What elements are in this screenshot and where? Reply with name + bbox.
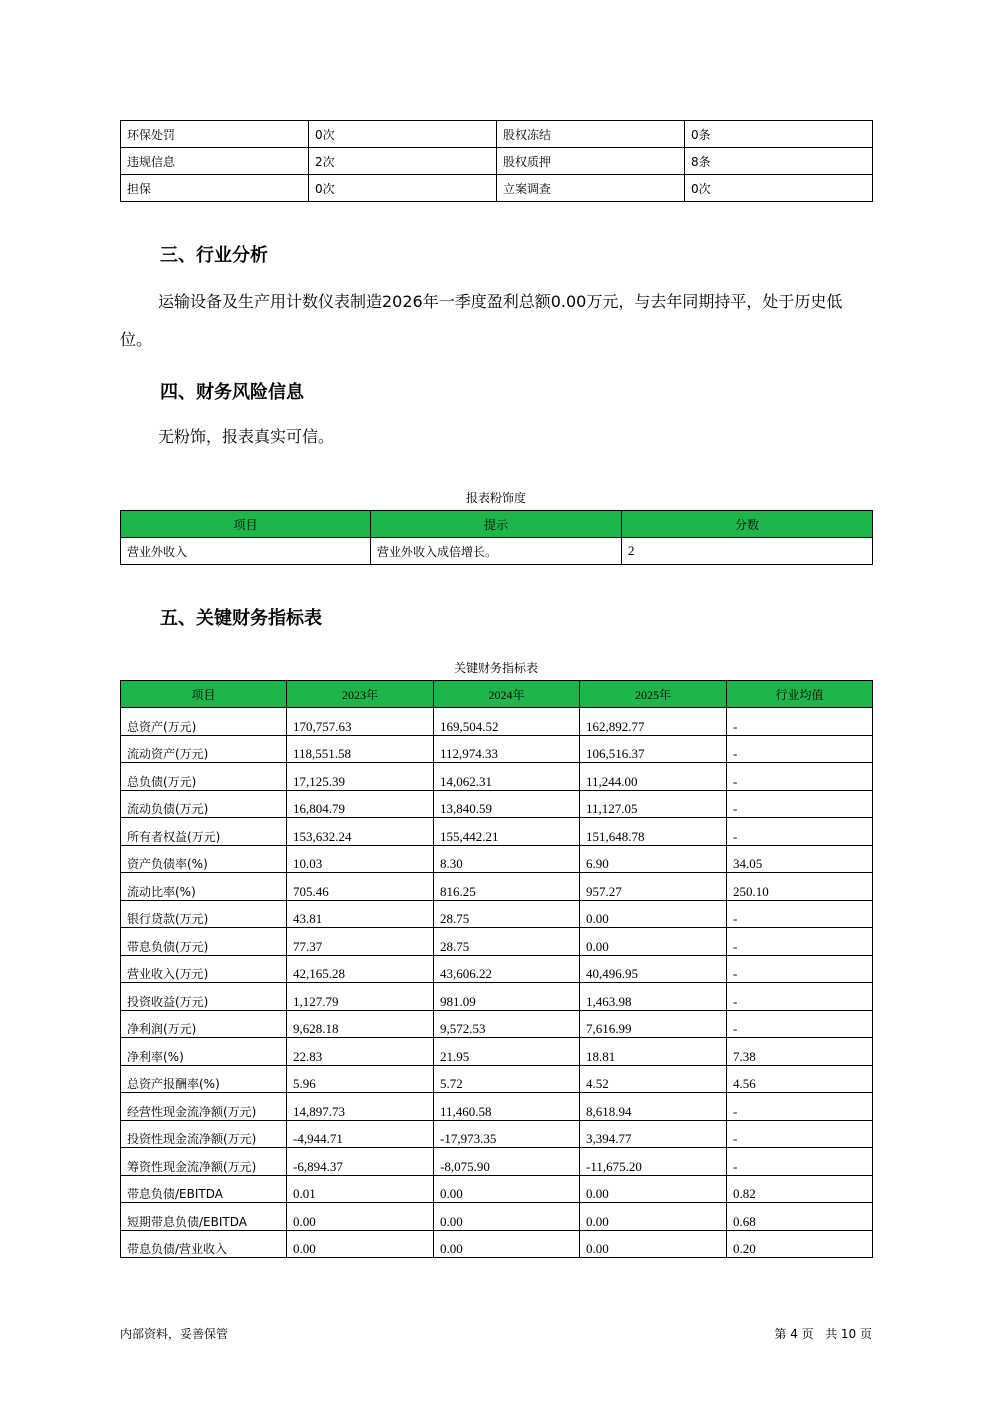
table-cell: 155,442.21 — [434, 818, 580, 846]
table-cell: 5.96 — [287, 1065, 434, 1093]
table-cell: 带息负债/营业收入 — [121, 1230, 287, 1258]
table-cell: 14,062.31 — [434, 763, 580, 791]
table-cell: - — [727, 818, 873, 846]
table-row — [121, 1230, 873, 1258]
table-cell: 8条 — [685, 148, 873, 175]
table-row — [121, 1065, 873, 1093]
table-cell: 6.90 — [580, 845, 727, 873]
table-cell: 151,648.78 — [580, 818, 727, 846]
table-row — [121, 1120, 873, 1148]
table-cell: 34.05 — [727, 845, 873, 873]
table-cell: 营业收入(万元) — [121, 955, 287, 983]
table-cell: 118,551.58 — [287, 735, 434, 763]
table-cell: 净利率(%) — [121, 1038, 287, 1066]
table-cell: -4,944.71 — [287, 1120, 434, 1148]
table-cell: 短期带息负债/EBITDA — [121, 1203, 287, 1231]
column-header: 行业均值 — [727, 681, 873, 708]
table-cell: 705.46 — [287, 873, 434, 901]
section-4-title: 四、财务风险信息 — [160, 382, 304, 403]
table-cell: - — [727, 708, 873, 736]
column-header: 项目 — [121, 681, 287, 708]
section-5-title: 五、关键财务指标表 — [160, 608, 322, 629]
table-cell: 流动比率(%) — [121, 873, 287, 901]
table-cell: 0.00 — [434, 1203, 580, 1231]
fin-table-body — [121, 708, 873, 1258]
table-cell: 0.00 — [580, 1175, 727, 1203]
table-cell: 0次 — [685, 175, 873, 202]
column-header: 分数 — [622, 511, 873, 538]
table-row — [121, 148, 873, 175]
table-cell: 28.75 — [434, 900, 580, 928]
table-cell: 1,463.98 — [580, 983, 727, 1011]
table-cell: - — [727, 790, 873, 818]
table-cell: 投资性现金流净额(万元) — [121, 1120, 287, 1148]
table-cell: - — [727, 900, 873, 928]
table-cell: 43.81 — [287, 900, 434, 928]
table-cell: - — [727, 928, 873, 956]
table-cell: - — [727, 735, 873, 763]
table-cell: 带息负债/EBITDA — [121, 1175, 287, 1203]
table-row — [121, 708, 873, 736]
table-cell: 18.81 — [580, 1038, 727, 1066]
table-cell: 流动负债(万元) — [121, 790, 287, 818]
table-row — [121, 735, 873, 763]
column-header: 项目 — [121, 511, 371, 538]
table-cell: 0.82 — [727, 1175, 873, 1203]
table-cell: - — [727, 955, 873, 983]
table-cell: 营业外收入成倍增长。 — [371, 538, 622, 565]
table-cell: 0.20 — [727, 1230, 873, 1258]
table-cell: 153,632.24 — [287, 818, 434, 846]
dress-table-body — [121, 538, 873, 565]
table-cell: 14,897.73 — [287, 1093, 434, 1121]
table-cell: 11,127.05 — [580, 790, 727, 818]
footer-page-number: 第 4 页 共 10 页 — [774, 1327, 872, 1341]
column-header: 2023年 — [287, 681, 434, 708]
table-cell: 0.68 — [727, 1203, 873, 1231]
table-cell: 0条 — [685, 121, 873, 148]
table-cell: 77.37 — [287, 928, 434, 956]
risk-table-body — [121, 121, 873, 202]
table-cell: -11,675.20 — [580, 1148, 727, 1176]
table-row — [121, 121, 873, 148]
table-cell: 0.00 — [580, 928, 727, 956]
table-row — [121, 1148, 873, 1176]
table-row — [121, 790, 873, 818]
table-cell: 0.00 — [580, 1203, 727, 1231]
table-cell: - — [727, 763, 873, 791]
table-row — [121, 1203, 873, 1231]
table-cell: - — [727, 1120, 873, 1148]
table-cell: 21.95 — [434, 1038, 580, 1066]
table-cell: -8,075.90 — [434, 1148, 580, 1176]
table-cell: 总资产(万元) — [121, 708, 287, 736]
table-cell: 22.83 — [287, 1038, 434, 1066]
table-cell: 流动资产(万元) — [121, 735, 287, 763]
table-cell: 0.00 — [434, 1230, 580, 1258]
column-header: 2024年 — [434, 681, 580, 708]
table-cell: 7.38 — [727, 1038, 873, 1066]
table-cell: 106,516.37 — [580, 735, 727, 763]
table-cell: 带息负债(万元) — [121, 928, 287, 956]
table-cell: 0.00 — [287, 1203, 434, 1231]
table-cell: 资产负债率(%) — [121, 845, 287, 873]
section-4-text: 无粉饰，报表真实可信。 — [158, 427, 335, 446]
table-cell: 投资收益(万元) — [121, 983, 287, 1011]
table-cell: 0次 — [309, 121, 497, 148]
table-cell: 4.56 — [727, 1065, 873, 1093]
table-cell: 10.03 — [287, 845, 434, 873]
table-cell: 3,394.77 — [580, 1120, 727, 1148]
fin-table-header — [121, 681, 873, 708]
footer-left: 内部资料，妥善保管 — [120, 1327, 229, 1341]
table-row — [121, 873, 873, 901]
table-cell: 11,244.00 — [580, 763, 727, 791]
table-row — [121, 845, 873, 873]
table-row — [121, 175, 873, 202]
table-cell: 筹资性现金流净额(万元) — [121, 1148, 287, 1176]
section-3-title: 三、行业分析 — [160, 245, 268, 266]
table-cell: 经营性现金流净额(万元) — [121, 1093, 287, 1121]
table-cell: 总负债(万元) — [121, 763, 287, 791]
table-row — [121, 1093, 873, 1121]
table-row — [121, 1038, 873, 1066]
table-cell: 16,804.79 — [287, 790, 434, 818]
table-row — [121, 983, 873, 1011]
table-cell: 股权冻结 — [497, 121, 685, 148]
table-cell: 0.01 — [287, 1175, 434, 1203]
table-cell: 担保 — [121, 175, 309, 202]
dress-table — [120, 510, 873, 565]
table-cell: 环保处罚 — [121, 121, 309, 148]
table-row — [121, 763, 873, 791]
risk-info-table — [120, 120, 873, 202]
table-cell: 8,618.94 — [580, 1093, 727, 1121]
table-cell: 9,628.18 — [287, 1010, 434, 1038]
table-cell: - — [727, 983, 873, 1011]
table-cell: 40,496.95 — [580, 955, 727, 983]
table-cell: - — [727, 1010, 873, 1038]
table-cell: 13,840.59 — [434, 790, 580, 818]
table-cell: 净利润(万元) — [121, 1010, 287, 1038]
table-cell: 0.00 — [580, 1230, 727, 1258]
table-cell: 8.30 — [434, 845, 580, 873]
table-cell: 总资产报酬率(%) — [121, 1065, 287, 1093]
table-cell: 0.00 — [434, 1175, 580, 1203]
fin-table-caption: 关键财务指标表 — [453, 661, 538, 675]
table-cell: 所有者权益(万元) — [121, 818, 287, 846]
dress-table-header — [121, 511, 873, 538]
table-cell: - — [727, 1148, 873, 1176]
table-cell: 43,606.22 — [434, 955, 580, 983]
table-cell: 0.00 — [287, 1230, 434, 1258]
table-cell: 2次 — [309, 148, 497, 175]
column-header: 2025年 — [580, 681, 727, 708]
table-cell: 17,125.39 — [287, 763, 434, 791]
table-row — [121, 818, 873, 846]
table-cell: 162,892.77 — [580, 708, 727, 736]
table-row — [121, 538, 873, 565]
table-cell: 7,616.99 — [580, 1010, 727, 1038]
table-cell: 1,127.79 — [287, 983, 434, 1011]
table-row — [121, 928, 873, 956]
table-row — [121, 900, 873, 928]
table-cell: 169,504.52 — [434, 708, 580, 736]
table-cell: 4.52 — [580, 1065, 727, 1093]
table-cell: 2 — [622, 538, 873, 565]
table-cell: 957.27 — [580, 873, 727, 901]
table-cell: 816.25 — [434, 873, 580, 901]
table-cell: 营业外收入 — [121, 538, 371, 565]
table-row — [121, 1175, 873, 1203]
table-cell: 250.10 — [727, 873, 873, 901]
table-cell: 违规信息 — [121, 148, 309, 175]
table-cell: 11,460.58 — [434, 1093, 580, 1121]
table-row — [121, 955, 873, 983]
table-cell: 9,572.53 — [434, 1010, 580, 1038]
table-cell: 981.09 — [434, 983, 580, 1011]
table-cell: 42,165.28 — [287, 955, 434, 983]
table-cell: 0.00 — [580, 900, 727, 928]
table-cell: -6,894.37 — [287, 1148, 434, 1176]
table-cell: 28.75 — [434, 928, 580, 956]
table-cell: 112,974.33 — [434, 735, 580, 763]
table-cell: 股权质押 — [497, 148, 685, 175]
dress-table-caption: 报表粉饰度 — [465, 491, 526, 505]
table-cell: 5.72 — [434, 1065, 580, 1093]
column-header: 提示 — [371, 511, 622, 538]
table-cell: - — [727, 1093, 873, 1121]
fin-indicator-table — [120, 680, 873, 1258]
table-row — [121, 1010, 873, 1038]
table-cell: 银行贷款(万元) — [121, 900, 287, 928]
table-cell: 170,757.63 — [287, 708, 434, 736]
section-3-text: 运输设备及生产用计数仪表制造2026年一季度盈利总额0.00万元，与去年同期持平，处于历史低位。 — [120, 292, 843, 349]
table-cell: 0次 — [309, 175, 497, 202]
table-cell: -17,973.35 — [434, 1120, 580, 1148]
table-cell: 立案调查 — [497, 175, 685, 202]
